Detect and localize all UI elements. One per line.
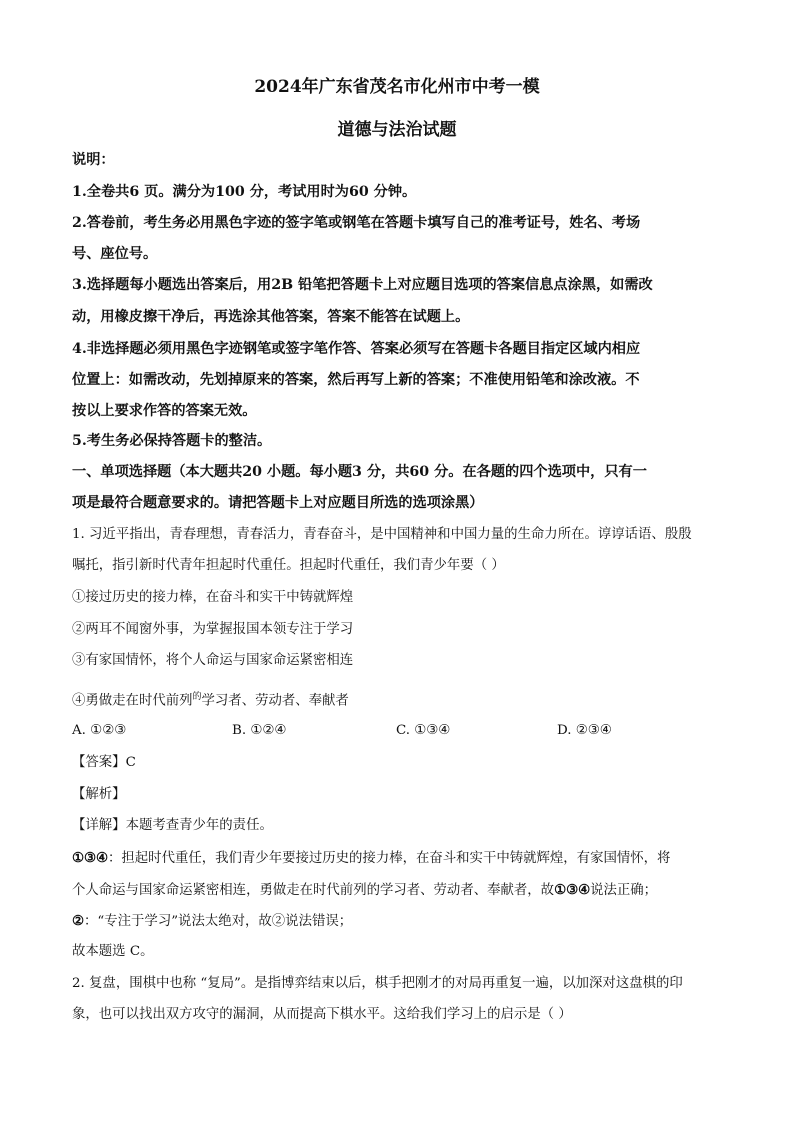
explanation-marker: ①③④: [72, 850, 109, 866]
question-1-stem-cont: 嘱托，指引新时代青年担起时代重任。担起时代重任，我们青少年要（ ）: [72, 558, 505, 573]
option-b: B. ①②④: [232, 723, 287, 738]
explanation-line: [72, 911, 724, 932]
analysis-label: 【解析】: [72, 787, 126, 802]
statement-4-text: ④勇做走在时代前列: [72, 693, 193, 709]
explanation-text: ：担起时代重任，我们青少年要接过历史的接力棒，在奋斗和实干中铸就辉煌，有家国情怀，将: [108, 851, 671, 866]
answer-value: C: [125, 755, 136, 770]
section-heading: 一、单项选择题（本大题共20 小题。每小题3 分，共60 分。在各题的四个选项中，只有一: [72, 464, 647, 480]
option-d: D. ②③④: [557, 723, 612, 738]
detail-text: 本题考查青少年的责任。: [125, 818, 273, 833]
note-line: 3.选择题每小题选出答案后，用2B 铅笔把答题卡上对应题目选项的答案信息点涂黑，如需改: [72, 277, 653, 293]
explanation-text: ：“专注于学习”说法太绝对，故②说法错误；: [84, 914, 353, 929]
notes-heading: 说明：: [72, 152, 115, 168]
note-line: 2.答卷前，考生务必用黑色字迹的签字笔或钢笔在答题卡填写自己的准考证号，姓名、考场: [72, 215, 641, 231]
option-c: C. ①③④: [396, 723, 451, 738]
note-line: 动，用橡皮擦干净后，再选涂其他答案，答案不能答在试题上。: [72, 309, 470, 325]
explanation-text: 个人命运与国家命运紧密相连，勇做走在时代前列的学习者、劳动者、奉献者，故: [72, 883, 555, 898]
question-1-statement: [72, 687, 724, 711]
question-1-stem: 1. 习近平指出，青春理想，青春活力，青春奋斗，是中国精神和中国力量的生命力所在。谆谆话语、殷殷: [72, 527, 692, 542]
question-2-stem-cont: 象，也可以找出双方攻守的漏洞，从而提高下棋水平。这给我们学习上的启示是（ ）: [72, 1007, 572, 1022]
note-line: 位置上：如需改动，先划掉原来的答案，然后再写上新的答案；不准使用铅笔和涂改液。不: [72, 372, 640, 388]
section-heading-cont: 项是最符合题意要求的。请把答题卡上对应题目所选的选项涂黑）: [72, 495, 484, 511]
explanation-line: [72, 880, 724, 901]
page-subtitle: 道德与法治试题: [337, 120, 457, 140]
note-line: 1.全卷共6 页。满分为100 分，考试用时为60 分钟。: [72, 184, 417, 200]
note-line: 4.非选择题必须用黑色字迹钢笔或签字笔作答、答案必须写在答题卡各题目指定区域内相应: [72, 341, 641, 357]
question-2-stem: 2. 复盘，围棋中也称 “复局”。是指博弈结束以后，棋手把刚才的对局再重复一遍，以加深对这盘棋的印: [72, 976, 683, 991]
question-1-statement: ③有家国情怀，将个人命运与国家命运紧密相连: [72, 653, 354, 668]
explanation-marker: ①③④: [554, 882, 591, 898]
detail-line: [72, 816, 724, 836]
statement-4-superscript: 的: [192, 692, 202, 702]
note-line: 号、座位号。: [72, 246, 158, 262]
conclusion-line: 故本题选 C。: [72, 944, 154, 959]
answer-line: [72, 753, 724, 773]
detail-label: 【详解】: [72, 818, 126, 833]
explanation-text: 说法正确；: [590, 883, 658, 898]
note-line: 按以上要求作答的答案无效。: [72, 403, 257, 419]
statement-4-text-rest: 学习者、劳动者、奉献者: [201, 693, 349, 709]
answer-label: 【答案】: [72, 755, 126, 770]
question-1-statement: ②两耳不闻窗外事，为掌握报国本领专注于学习: [72, 622, 354, 637]
page-title: 2024年广东省茂名市化州市中考一模: [254, 77, 540, 97]
explanation-line: [72, 848, 724, 869]
option-a: A. ①②③: [72, 723, 127, 738]
explanation-marker: ②: [72, 913, 85, 929]
question-1-statement: ①接过历史的接力棒，在奋斗和实干中铸就辉煌: [72, 590, 354, 605]
note-line: 5.考生务必保持答题卡的整洁。: [72, 433, 272, 449]
